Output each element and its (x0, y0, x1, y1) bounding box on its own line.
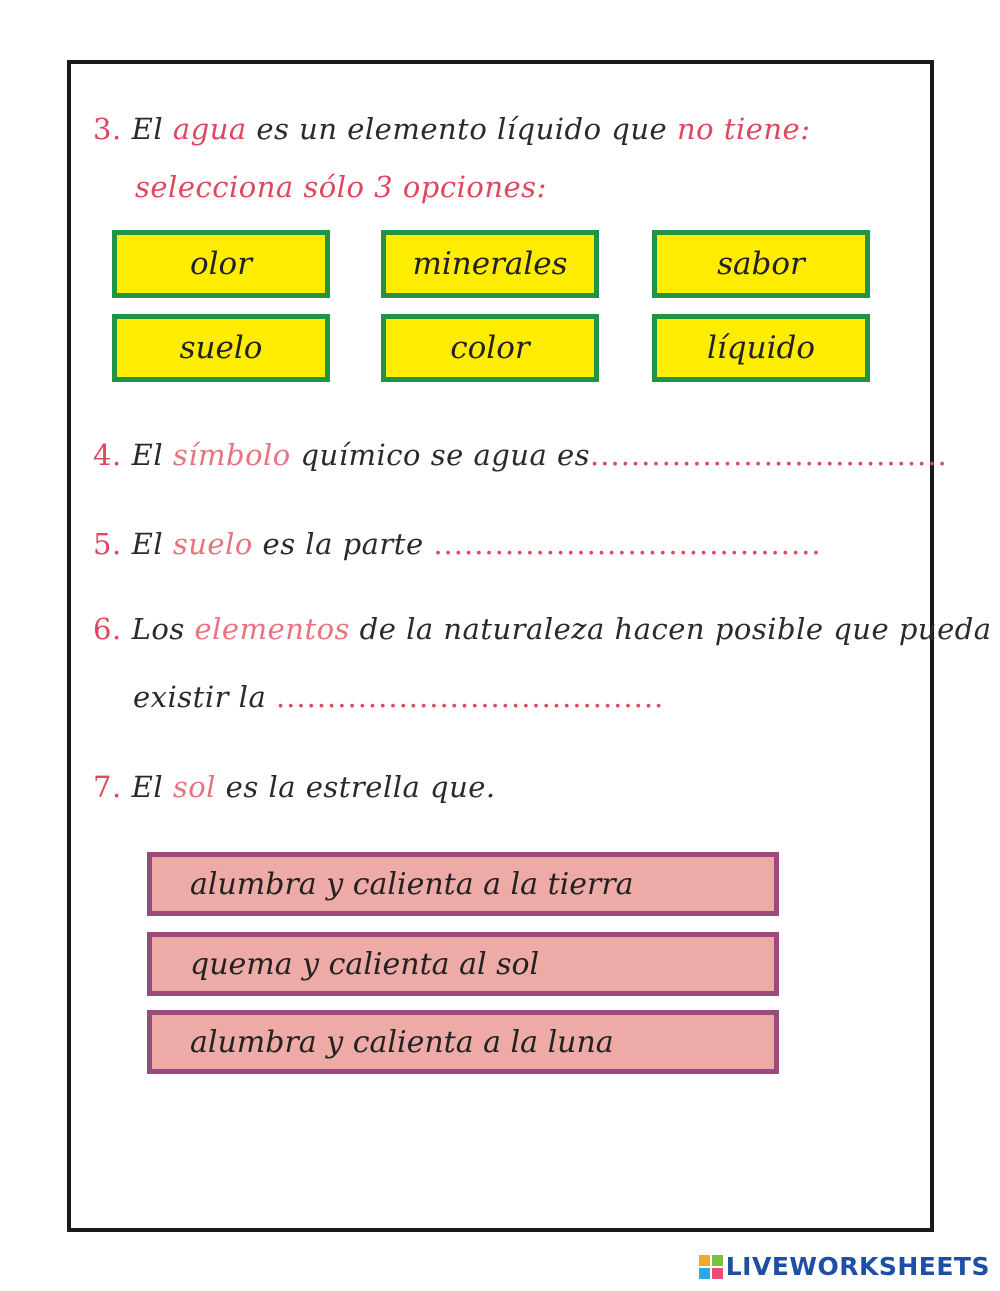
option-box[interactable]: olor (112, 230, 330, 298)
keyword: agua (172, 112, 247, 146)
question-number: 4. (93, 438, 122, 472)
answer-option[interactable]: quema y calienta al sol (147, 932, 779, 996)
answer-blank[interactable]: ................................... (590, 438, 948, 472)
question-5: 5. El suelo es la parte ...................................... (93, 527, 822, 561)
answer-option[interactable]: alumbra y calienta a la tierra (147, 852, 779, 916)
logo-text: LIVEWORKSHEETS (725, 1252, 990, 1281)
question-3-instruction: selecciona sólo 3 opciones: (135, 170, 547, 204)
question-number: 5. (93, 527, 122, 561)
answer-option[interactable]: alumbra y calienta a la luna (147, 1010, 779, 1074)
answer-blank[interactable]: ...................................... (275, 680, 665, 714)
question-7: 7. El sol es la estrella que. (93, 770, 496, 804)
question-number: 6. (93, 612, 122, 646)
option-box[interactable]: sabor (652, 230, 870, 298)
keyword: no tiene: (676, 112, 811, 146)
question-3: 3. El agua es un elemento líquido que no tiene: (93, 112, 811, 146)
option-box[interactable]: líquido (652, 314, 870, 382)
keyword: elementos (194, 612, 350, 646)
question-6-line-2: existir la ...................................... (133, 680, 665, 714)
answer-blank[interactable]: ...................................... (433, 527, 822, 561)
keyword: símbolo (172, 438, 291, 472)
option-box[interactable]: suelo (112, 314, 330, 382)
option-box[interactable]: minerales (381, 230, 599, 298)
liveworksheets-logo[interactable] (699, 1252, 990, 1281)
question-number: 3. (93, 112, 122, 146)
question-number: 7. (93, 770, 122, 804)
liveworksheets-logo-icon (699, 1255, 723, 1279)
option-box[interactable]: color (381, 314, 599, 382)
keyword: suelo (172, 527, 253, 561)
question-6: 6. Los elementos de la naturaleza hacen posible que pueda (93, 612, 992, 646)
keyword: sol (172, 770, 216, 804)
question-4: 4. El símbolo químico se agua es................................... (93, 438, 948, 472)
